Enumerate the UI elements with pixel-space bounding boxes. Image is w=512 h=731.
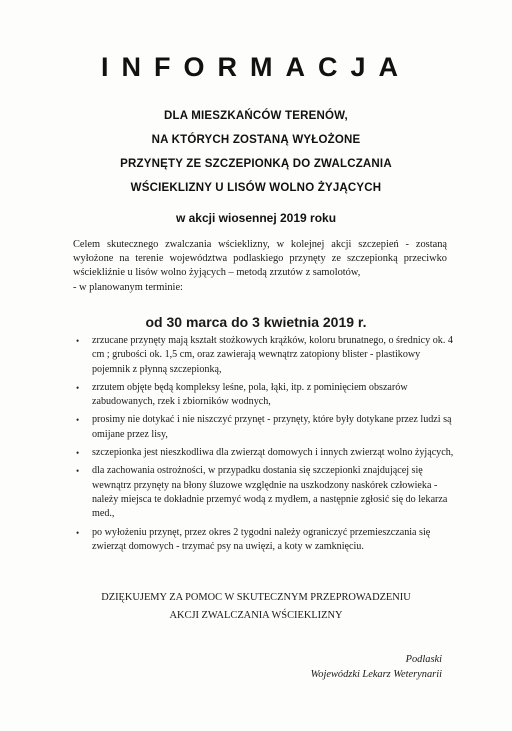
bullet-icon: • xyxy=(76,382,80,393)
list-item-text: szczepionka jest nieszkodliwa dla zwierząt domowych i innych zwierząt wolno żyjących, xyxy=(92,447,454,459)
list-item xyxy=(74,413,460,442)
list-item xyxy=(74,381,460,410)
list-item xyxy=(74,526,460,555)
list-item xyxy=(74,334,460,377)
campaign-dates: od 30 marca do 3 kwietnia 2019 r. xyxy=(145,314,367,330)
bullet-icon: • xyxy=(76,466,80,477)
intro-paragraph xyxy=(73,238,447,295)
thanks-line-1: DZIĘKUJEMY ZA POMOC W SKUTECZNYM PRZEPROWADZENIU xyxy=(101,592,411,603)
bullet-icon: • xyxy=(76,336,80,346)
headline-line-4: WŚCIEKLIZNY U LISÓW WOLNO ŻYJĄCYCH xyxy=(130,182,382,194)
list-item-text: zrzucane przynęty mają kształt stożkowych krążków, koloru brunatnego, o średnicy ok. 4 cm ; grubości ok. 1,5 cm, oraz zawierają wewnątrz zatopiony blister - plastikowy pojemnik z płynną szczepionką, xyxy=(92,335,453,375)
headline-line-1: DLA MIESZKAŃCÓW TERENÓW, xyxy=(164,110,348,122)
signature-line-1: Podlaski xyxy=(405,654,442,665)
bullet-icon: • xyxy=(76,527,80,538)
campaign-line: w akcji wiosennej 2019 roku xyxy=(175,211,337,225)
headline-line-2: NA KTÓRYCH ZOSTANĄ WYŁOŻONE xyxy=(151,134,361,146)
list-item-text: dla zachowania ostrożności, w przypadku dostania się szczepionki znajdującej się wewnątrz przynęty na błony śluzowe względnie na uszkodzony naskórek człowieka - należy miejsca te dokładnie przemyć wodą z mydłem, a następnie zgłosić się do lekarza med., xyxy=(92,465,448,520)
list-item-text: po wyłożeniu przynęt, przez okres 2 tygodni należy ograniczyć przemieszczania się zwierząt domowych - trzymać psy na uwięzi, a koty w zamknięciu. xyxy=(92,526,431,552)
list-item xyxy=(74,446,460,460)
headline-line-3: PRZYNĘTY ZE SZCZEPIONKĄ DO ZWALCZANIA xyxy=(120,158,392,170)
bullet-icon: • xyxy=(76,448,80,459)
signature-line-2: Wojewódzki Lekarz Weterynarii xyxy=(310,669,442,680)
document-title: INFORMACJA xyxy=(101,52,411,82)
bullet-list xyxy=(74,334,460,558)
intro-text: Celem skutecznego zwalczania wścieklizny, w kolejnej akcji szczepień - zostaną wyłożone na terenie województwa podlaskiego przynęty ze szczepionką przeciwko wściekliźnie u lisów wolno żyjących – metodą zrzutów z samolotów, xyxy=(73,239,447,279)
thanks-line-2: AKCJI ZWALCZANIA WŚCIEKLIZNY xyxy=(169,610,343,621)
list-item xyxy=(74,464,460,521)
list-item-text: zrzutem objęte będą kompleksy leśne, pola, łąki, itp. z pominięciem obszarów zabudowanych, rzek i zbiorników wodnych, xyxy=(92,381,408,408)
list-item-text: prosimy nie dotykać i nie niszczyć przynęt - przynęty, które były dotykane przez ludzi są omijane przez lisy, xyxy=(92,414,452,440)
bullet-icon: • xyxy=(76,415,80,426)
intro-tail: - w planowanym terminie: xyxy=(73,281,183,293)
